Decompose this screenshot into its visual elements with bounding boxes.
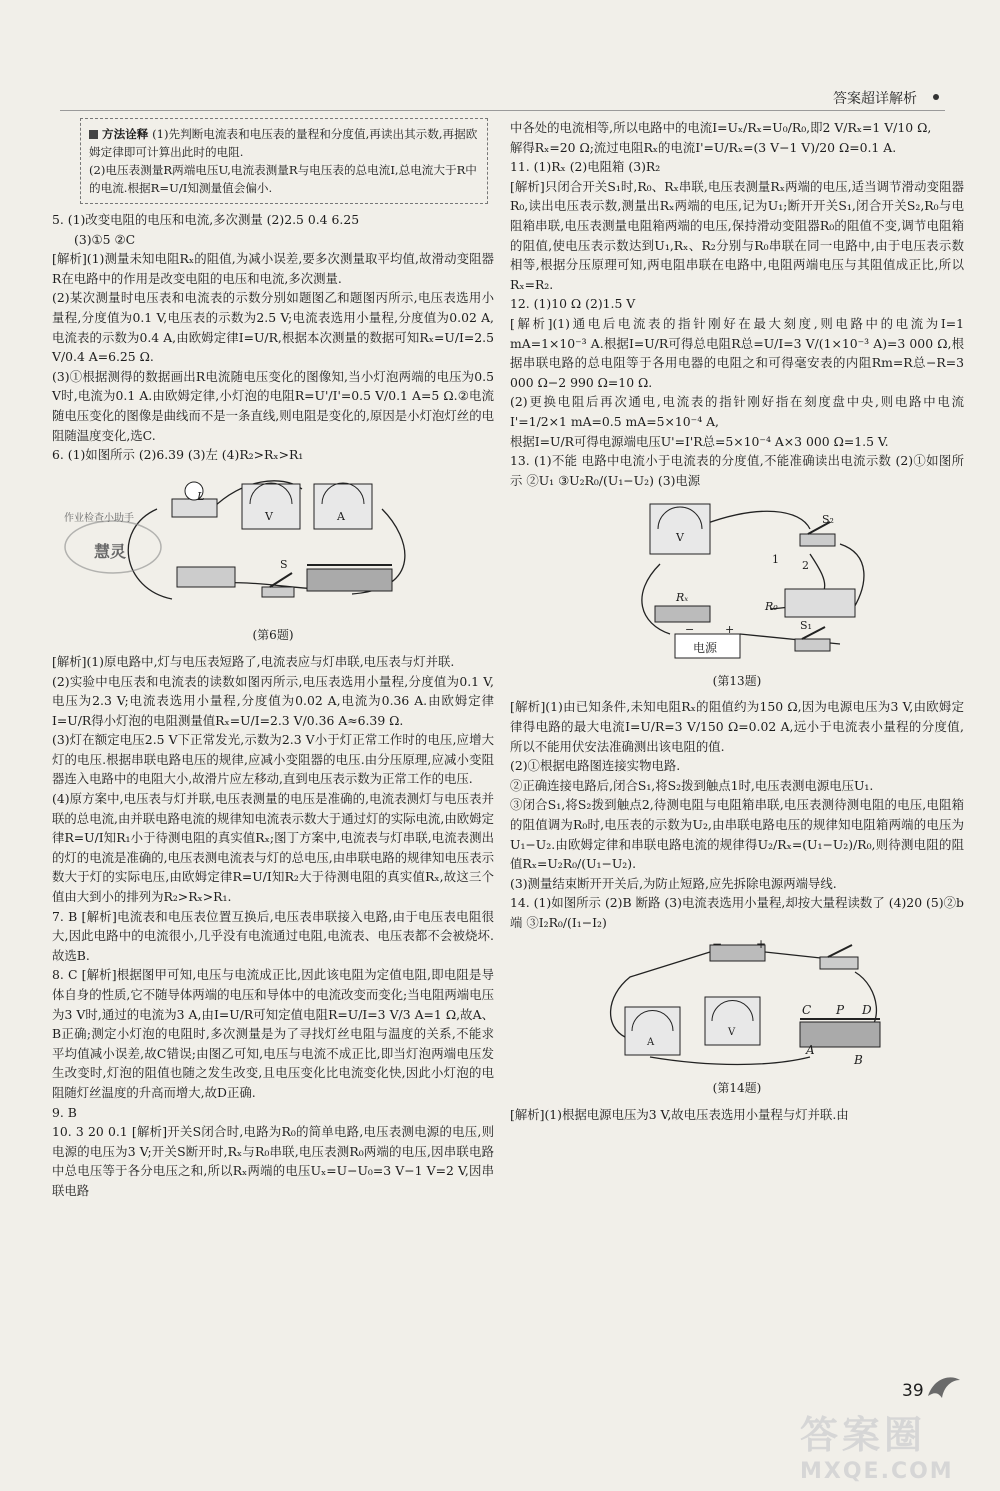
watermark-line-1: 答案圈 — [800, 1413, 927, 1457]
page-header — [60, 88, 945, 111]
q5-analysis-3: (3)①根据测得的数据画出R电流随电压变化的图像知,当小灯泡两端的电压为0.5 V时,电流为0.1 A.由欧姆定律,小灯泡的电阻R=U'/I'=0.5 V/0.1 A=5 Ω.②电流随电压变化的图像是曲线而不是一条直线,则电阻是变化的,原因是小灯泡灯丝的电阻随温度变化,选C. — [52, 368, 494, 443]
q13-analysis-5: (3)测量结束断开开关后,为防止短路,应先拆除电源两端导线. — [510, 875, 837, 891]
q6-analysis-2: (2)实验中电压表和电流表的读数如图丙所示,电压表选用小量程,分度值为0.1 V,电压为2.3 V;电流表选用小量程,分度值为0.02 A,电流为0.36 A.由欧姆定律I=U/R得小灯泡的电阻测量值Rₓ=U/I=2.3 V/0.36 A≈6.39 Ω. — [52, 673, 494, 728]
figure-13 — [510, 494, 964, 670]
fig14-label-P: P — [836, 1002, 845, 1017]
circuit-14-diagram — [510, 937, 964, 1072]
fig6-label-A: A — [337, 509, 345, 523]
method-tag: 方法诠释 — [89, 125, 148, 143]
fig14-label-C: C — [802, 1002, 812, 1017]
q5-analysis-1: [解析](1)测量未知电阻Rₓ的阻值,为减小误差,要多次测量取平均值,故滑动变阻器R在电路中的作用是改变电阻的电压和电流,多次测量. — [52, 251, 494, 286]
q10-answer: 10. 3 20 0.1 [解析]开关S闭合时,电路为R₀的简单电路,电压表测电源的电压,则电源的电压为3 V;开关S断开时,Rₓ与R₀串联,电压表测R₀两端的电压,因串联电路中总电压等于各分电压之和,所以Rₓ两端的电压Uₓ=U−U₀=3 V−1 V=2 V,因串联电路 — [52, 1124, 494, 1198]
fig13-label-S1: S₁ — [800, 619, 812, 633]
fig13-label-Rx: Rₓ — [676, 591, 689, 605]
fig14-label-A-term: A — [806, 1042, 815, 1057]
q8-answer: 8. C [解析]根据图甲可知,电压与电流成正比,因此该电阻为定值电阻,即电阻是导体自身的性质,它不随导体两端的电压和导体中的电流改变而变化;当电阻两端电压为3 V时,通过的电流为3 A,由I=U/R可知定值电阻R=U/I=3 V/3 A=1 Ω,故A、B正确;测定小灯泡的电阻时,多次测量是为了寻找灯丝电阻与温度的关系,不能求平均值减小误差,故C错误;由图乙可知,电压与电流不成正比,即当灯泡两端电压发生改变时,灯泡的阻值也随之发生改变,且电压变化比电流变化快,因此小灯泡的电阻随灯丝温度的升高而增大,故D正确. — [52, 967, 494, 1100]
fig6-label-L: L — [197, 489, 205, 503]
stamp-text-2: 慧灵 — [94, 542, 127, 561]
q12-analysis-2: (2)更换电阻后再次通电,电流表的指针刚好指在刻度盘中央,则电路中电流I'=1/2×1 mA=0.5 mA=5×10⁻⁴ A, — [510, 394, 964, 429]
header-dot-icon — [933, 94, 939, 100]
checker-stamp — [58, 505, 168, 575]
q6-analysis-4: (4)原方案中,电压表与灯并联,电压表测量的电压是准确的,电流表测灯与电压表并联的总电流,由并联电路电流的规律知电流表示数大于通过灯的实际电流,由欧姆定律R=U/I知R₁小于待测电阻的真实值Rₓ;图丁方案中,电流表与灯串联,电流表测出的灯的电流是准确的,电压表测电流表与灯的总电压,由串联电路的规律知电压表示数大于灯的实际电压,由欧姆定律R=U/I知R₂大于待测电阻的真实值Rₓ,故这三个值由大到小的排列为R₂>Rₓ>R₁. — [52, 791, 494, 905]
watermark — [800, 1404, 990, 1486]
q5-answer: 5. (1)改变电阻的电压和电流,多次测量 (2)2.5 0.4 6.25 — [52, 212, 360, 227]
fig14-label-minus: − — [712, 936, 723, 951]
watermark-line-2: MXQE.COM — [800, 1459, 954, 1484]
method-line-1: (1)先判断电流表和电压表的量程和分度值,再读出其示数,再据欧姆定律即可计算出此时的电阻. — [89, 127, 478, 159]
q12-analysis-1: [解析](1)通电后电流表的指针刚好在最大刻度,则电路中的电流为I=1 mA=1×10⁻³ A.根据I=U/R可得总电阻R总=U/I=3 V/(1×10⁻³ A)=3 000 Ω,根据串联电路的总电阻等于各用电器的电阻之和可得毫安表的内阻Rm=R总−R=3 000 Ω−2 990 Ω=10 Ω. — [510, 315, 964, 390]
fig13-label-S2: S₂ — [822, 513, 834, 527]
left-column — [52, 118, 494, 1201]
q10-cont-1: 中各处的电流相等,所以电路中的电流I=Uₓ/Rₓ=U₀/R₀,即2 V/Rₓ=1 V/10 Ω, — [510, 120, 932, 135]
q13-answer: 13. (1)不能 电路中电流小于电流表的分度值,不能准确读出电流示数 (2)①如图所示 ②U₁ ③U₂R₀/(U₁−U₂) (3)电源 — [510, 453, 964, 488]
fig6-label-S: S — [280, 557, 288, 571]
q14-answer: 14. (1)如图所示 (2)B 断路 (3)电流表选用小量程,却按大量程读数了 (4)20 (5)②b端 ③I₂R₀/(I₁−I₂) — [510, 895, 964, 930]
circuit-13-diagram — [510, 494, 964, 664]
q10-cont-2: 解得Rₓ=20 Ω;流过电阻Rₓ的电流I'=U/Rₓ=(3 V−1 V)/20 Ω=0.1 A. — [510, 139, 897, 155]
method-line-2: (2)电压表测量R两端电压U,电流表测量R与电压表的总电流I,总电流大于R中的电流.根据R=U/I知测量值会偏小. — [89, 163, 477, 195]
fig13-label-source: 电源 — [693, 641, 718, 656]
q5-answer-b: (3)①5 ②C — [74, 231, 136, 247]
q13-analysis-1: [解析](1)由已知条件,未知电阻Rₓ的阻值约为150 Ω,因为电源电压为3 V,由欧姆定律得电路的最大电流I=U/R=3 V/150 Ω=0.02 A,远小于电流表小量程的分度值,所以不能用伏安法准确测出该电阻的值. — [510, 699, 964, 754]
fig13-label-plus: + — [725, 623, 735, 637]
fig14-label-V-meter: V — [728, 1026, 736, 1038]
header-title: 答案超详解析 — [833, 91, 917, 107]
fig14-label-B-term: B — [854, 1052, 863, 1067]
q13-analysis-4: ③闭合S₁,将S₂拨到触点2,待测电阻与电阻箱串联,电压表测待测电阻的电压,电阻箱的阻值调为R₀时,电压表的示数为U₂,由串联电路电压的规律知电阻箱两端的电压为U₁−U₂.由欧姆定律和串联电路电流的规律得U₂/Rₓ=(U₁−U₂)/R₀,则待测电阻的阻值Rₓ=U₂R₀/(U₁−U₂). — [510, 797, 964, 872]
fig14-label-A-meter: A — [647, 1036, 655, 1048]
q12-analysis-3: 根据I=U/R可得电源端电压U'=I'R总=5×10⁻⁴ A×3 000 Ω=1.5 V. — [510, 433, 889, 449]
stamp-text-1: 作业检查小助手 — [64, 513, 134, 524]
q13-analysis-3: ②正确连接电路后,闭合S₁,将S₂拨到触点1时,电压表测电源电压U₁. — [510, 777, 874, 793]
q7-answer: 7. B [解析]电流表和电压表位置互换后,电压表串联接入电路,由于电压表电阻很大,因此电路中的电流很小,几乎没有电流通过电阻,电流表、电压表都不会被烧坏.故选B. — [52, 908, 494, 963]
fig14-label-plus: + — [756, 936, 767, 951]
q11-analysis: [解析]只闭合开关S₁时,R₀、Rₓ串联,电压表测量Rₓ两端的电压,适当调节滑动变阻器R₀,读出电压表示数,测量出Rₓ两端的电压,记为U₁;断开开关S₁,闭合开关S₂,R₀与电阻箱串联,电压表测量电阻箱两端的电压,保持滑动变阻器R₀的阻值不变,调节电阻箱的阻值,使电压表示数达到U₁,Rₓ、R₂分别与R₀串联在同一电路中,由于电压表示数相等,根据分压原理可知,两电阻串联在电路中,电阻两端电压与其阻值成正比,所以Rₓ=R₂. — [510, 178, 964, 292]
right-column — [510, 118, 964, 1124]
q6-answer: 6. (1)如图所示 (2)6.39 (3)左 (4)R₂>Rₓ>R₁ — [52, 447, 304, 463]
method-box — [80, 118, 488, 204]
q6-analysis-3: (3)灯在额定电压2.5 V下正常发光,示数为2.3 V小于灯正常工作时的电压,应增大灯的电压.根据串联电路电压的规律,应减小变阻器的电压.由分压原理,应减小变阻器连入电路中的电阻大小,故滑片应左移动,直到电压表示数为正常工作的电压. — [52, 732, 494, 787]
fig13-caption: (第13题) — [712, 673, 762, 688]
q14-analysis: [解析](1)根据电源电压为3 V,故电压表选用小量程与灯并联.由 — [510, 1106, 849, 1122]
q12-answer: 12. (1)10 Ω (2)1.5 V — [510, 296, 636, 312]
fig6-caption: (第6题) — [252, 628, 294, 643]
fig14-label-D: D — [862, 1002, 872, 1017]
q6-analysis-1: [解析](1)原电路中,灯与电压表短路了,电流表应与灯串联,电压表与灯并联. — [52, 653, 455, 669]
dolphin-logo-icon — [924, 1370, 964, 1404]
q9-answer: 9. B — [52, 1104, 77, 1120]
fig6-label-V: V — [265, 509, 273, 523]
fig13-label-1: 1 — [772, 553, 779, 567]
fig14-caption: (第14题) — [712, 1081, 762, 1096]
page-number: 39 — [902, 1381, 924, 1401]
fig13-label-V: V — [676, 531, 684, 545]
q5-analysis-2: (2)某次测量时电压表和电流表的示数分别如题图乙和题图丙所示,电压表选用小量程,分度值为0.1 V,电压表的示数为2.5 V;电流表选用小量程,分度值为0.02 A,电流表的示数为0.4 A,由欧姆定律I=U/R,根据本次测量的数据可知Rₓ=U/I=2.5 V/0.4 A=6.25 Ω. — [52, 290, 494, 365]
q11-answer: 11. (1)Rₓ (2)电阻箱 (3)R₂ — [510, 159, 661, 175]
fig13-label-minus: − — [685, 623, 695, 637]
q13-analysis-2: (2)①根据电路图连接实物电路. — [510, 758, 681, 774]
figure-14 — [510, 937, 964, 1078]
fig13-label-2: 2 — [802, 559, 809, 573]
fig13-label-R0: R₀ — [765, 600, 778, 614]
